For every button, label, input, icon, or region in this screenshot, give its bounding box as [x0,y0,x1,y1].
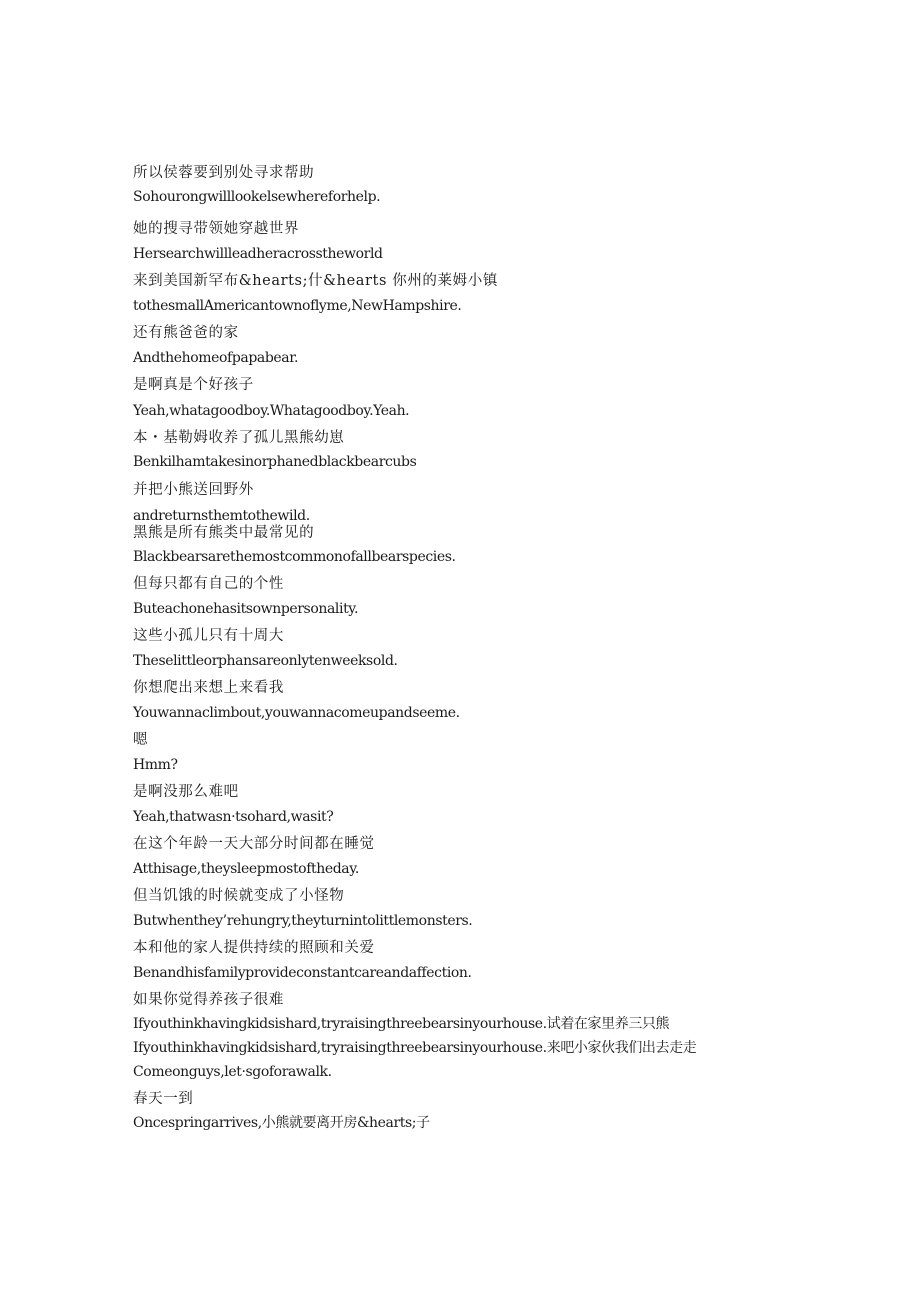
english-subtitle-line: Andthehomeofpapabear. [133,350,299,366]
chinese-subtitle-line: 嗯 [133,732,149,748]
chinese-subtitle-line: 本・基勒姆收养了孤儿黑熊幼崽 [133,430,345,446]
english-subtitle-line: Hmm? [133,757,178,773]
english-subtitle-line: Buteachonehasitsownpersonality. [133,601,359,617]
english-subtitle-line: Blackbearsarethemostcommonofallbearspecies. [133,549,456,565]
english-subtitle-line: Atthisage,theysleepmostoftheday. [133,861,359,877]
english-subtitle-line: Sohourongwilllookelsewhereforhelp. [133,189,381,205]
chinese-subtitle-line: 她的搜寻带领她穿越世界 [133,221,300,237]
english-subtitle-line: Oncespringarrives,小熊就要离开房&hearts;子 [133,1115,430,1131]
english-subtitle-line: Comeonguys,let·sgoforawalk. [133,1064,332,1080]
chinese-subtitle-line: 如果你觉得养孩子很难 [133,992,284,1008]
english-subtitle-line: Benkilhamtakesinorphanedblackbearcubs [133,454,417,470]
chinese-subtitle-line: 春天一到 [133,1091,194,1107]
chinese-subtitle-line: 来到美国新罕布&hearts;什&hearts 你州的莱姆小镇 [133,273,498,289]
english-subtitle-line: Yeah,thatwasn·tsohard,wasit? [133,809,334,825]
chinese-subtitle-line: 黑熊是所有熊类中最常见的 [133,525,315,541]
english-subtitle-line: andreturnsthemtothewild. [133,508,310,524]
english-subtitle-line: Yeah,whatagoodboy.Whatagoodboy.Yeah. [133,403,410,419]
chinese-subtitle-line: 并把小熊送回野外 [133,482,254,498]
english-subtitle-line: Butwhenthey’rehungry,theyturnintolittlemonsters. [133,913,473,929]
chinese-subtitle-line: 所以侯蓉要到别处寻求帮助 [133,165,315,181]
english-subtitle-line: Youwannaclimbout,youwannacomeupandseeme. [133,705,460,721]
english-subtitle-line: Theselittleorphansareonlytenweeksold. [133,653,398,669]
english-subtitle-line: Ifyouthinkhavingkidsishard,tryraisingthreebearsinyourhouse.试着在家里养三只熊 [133,1016,670,1032]
chinese-subtitle-line: 还有熊爸爸的家 [133,325,239,341]
chinese-subtitle-line: 你想爬出来想上来看我 [133,680,284,696]
chinese-subtitle-line: 但每只都有自己的个性 [133,576,284,592]
chinese-subtitle-line: 但当饥饿的时候就变成了小怪物 [133,888,345,904]
english-subtitle-line: Benandhisfamilyprovideconstantcareandaffection. [133,965,472,981]
english-subtitle-line: tothesmallAmericantownoflyme,NewHampshire. [133,298,462,314]
chinese-subtitle-line: 是啊没那么难吧 [133,784,239,800]
english-subtitle-line: Ifyouthinkhavingkidsishard,tryraisingthreebearsinyourhouse.来吧小家伙我们出去走走 [133,1040,697,1056]
chinese-subtitle-line: 这些小孤儿只有十周大 [133,628,284,644]
chinese-subtitle-line: 是啊真是个好孩子 [133,377,254,393]
chinese-subtitle-line: 本和他的家人提供持续的照顾和关爱 [133,940,375,956]
chinese-subtitle-line: 在这个年龄一天大部分时间都在睡觉 [133,836,375,852]
english-subtitle-line: Hersearchwillleadheracrosstheworld [133,246,383,262]
